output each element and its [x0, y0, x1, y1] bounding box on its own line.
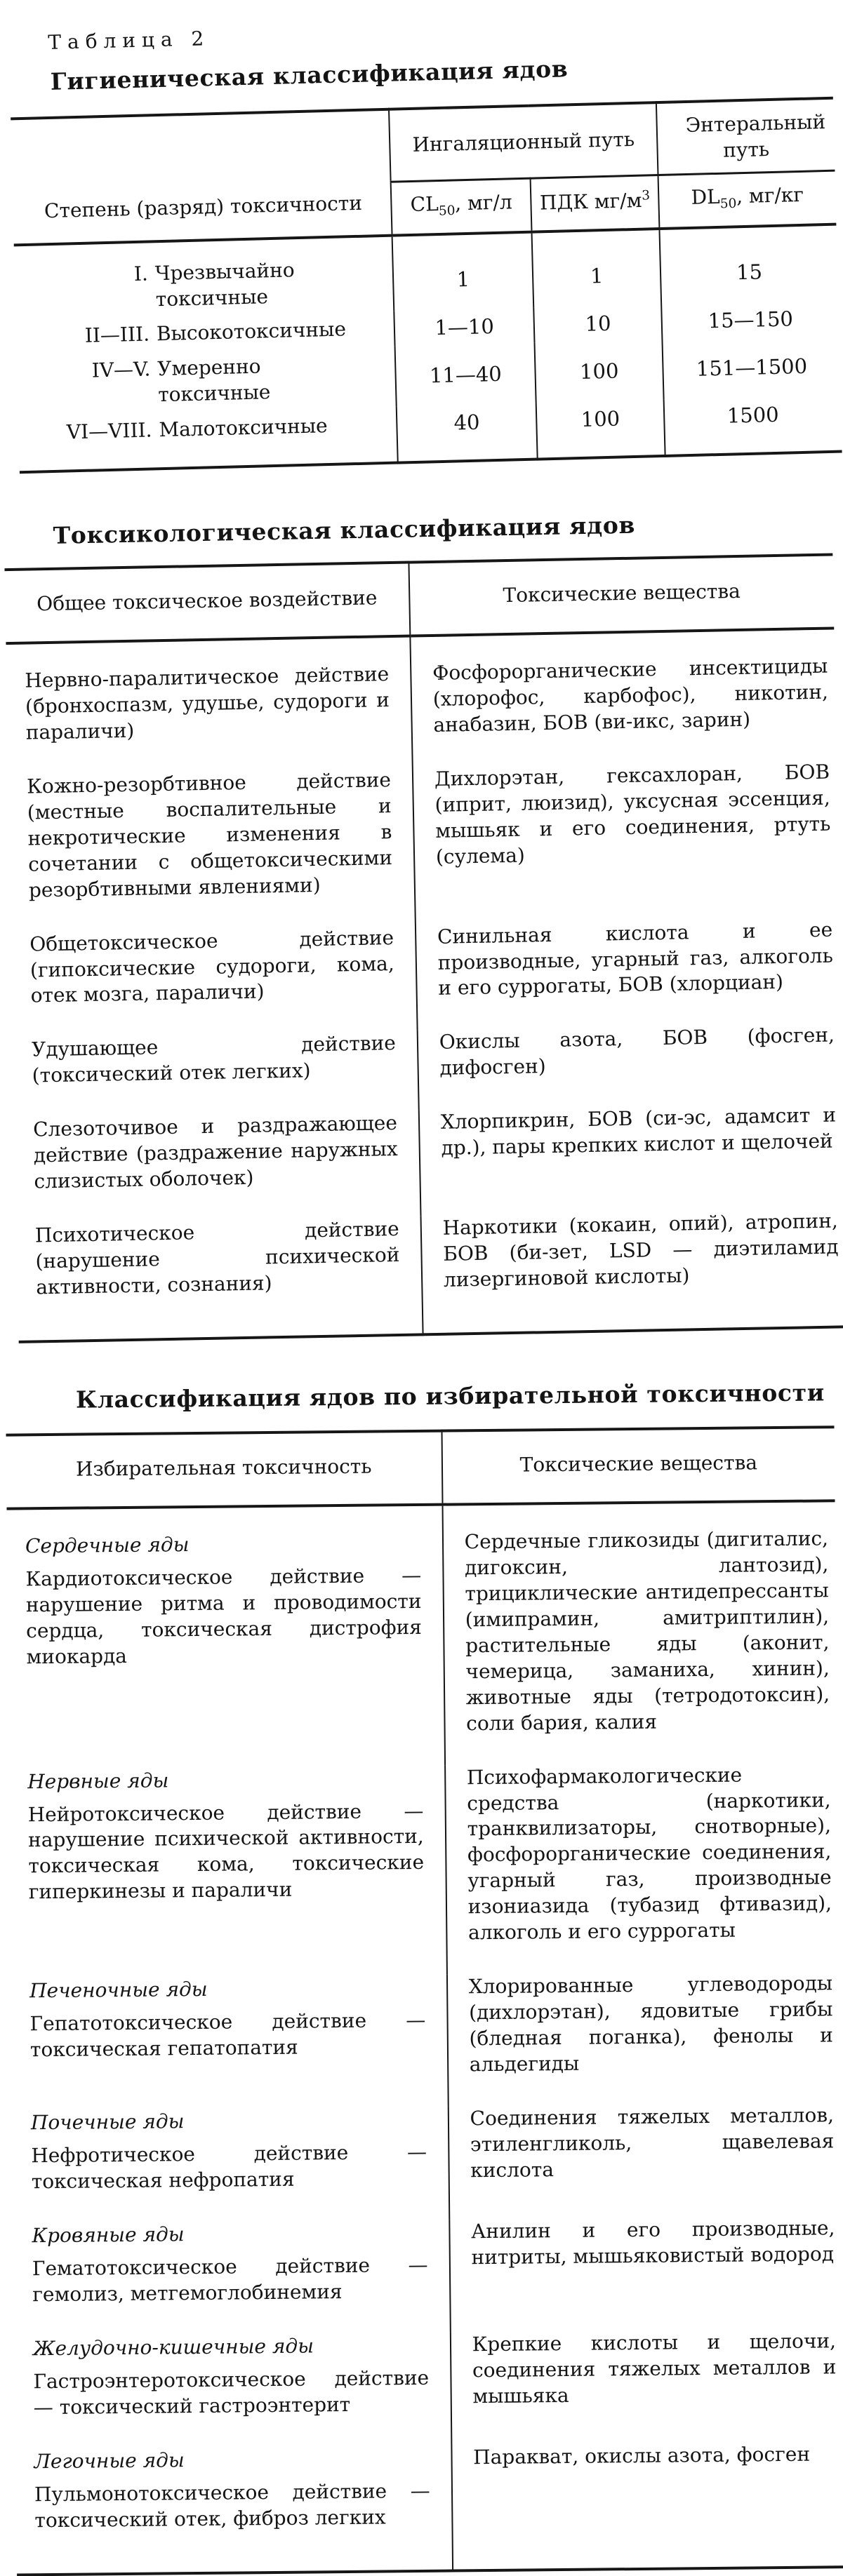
substances-cell: Паракват, окислы азота, фосген [473, 2442, 811, 2469]
class-name: Умеренно токсичные [157, 354, 271, 407]
effect-cell: Кожно-резорбтивное действие (местные воспалительные и некротические изменения в сочетании с общетоксическими резорбтивными явлениями) [8, 767, 416, 932]
substances-cell: Фосфорорганические инсектициды (хлорофос, карбофос), никотин, анабазин, БОВ (ви-икс, зарин) [432, 654, 829, 737]
effect-description: Кардиотоксическое действие — нарушение ритма и проводимости сердца, токсическая дистрофия миокарда [25, 1564, 423, 1669]
substances-cell: Хлорпикрин, БОВ (си-эс, адамсит и др.), пары крепких кислот и щелочей [440, 1103, 837, 1160]
cl50-units: , мг/л [454, 190, 513, 215]
column-header-toxic-substances: Токсические вещества [442, 1428, 835, 1505]
table-row [11, 917, 842, 1038]
selectivity-cell [7, 1505, 445, 1770]
column-header-cl50 [391, 178, 532, 236]
dl50-value: 151—1500 [696, 354, 808, 381]
poison-category: Почечные яды [30, 2109, 185, 2135]
substances-cell: Окислы азота, БОВ (фосген, дифосген) [439, 1024, 835, 1080]
poison-category: Сердечные яды [25, 1533, 190, 1558]
substances-cell: Соединения тяжелых металлов, этиленгликоль, щавелевая кислота [470, 2103, 835, 2182]
selectivity-cell [15, 2445, 452, 2575]
hygienic-classification-table [11, 97, 842, 474]
substances-cell: Наркотики (кокаин, опий), атропин, БОВ (би-зет, LSD — диэтиламид лизергиновой кислоты) [442, 1209, 839, 1292]
pdk-value: 100 [536, 400, 665, 459]
table-row [13, 2215, 842, 2336]
substances-cell: Сердечные гликозиды (дигиталис, дигоксин, лантозид), трициклические антидепрессанты (имипрамин, амитриптилин), растительные яды (аконит, чемерица, заманиха, хинин), животные яды (тетродотоксин), соли бария, калия [464, 1527, 830, 1736]
class-name: Чрезвычайно токсичные [154, 258, 296, 311]
column-header-degree: Степень (разряд) токсичности [11, 109, 392, 245]
dl50-subscript: 50 [719, 196, 737, 212]
effect-cell: Удушающее действие (токсический отек легких) [13, 1031, 419, 1118]
selectivity-cell [9, 1765, 447, 1979]
cl50-symbol: CL [410, 192, 439, 216]
substances-cell: Синильная кислота и ее производные, угарный газ, алкоголь и его суррогаты, БОВ (хлорциан) [437, 918, 834, 1000]
pdk-value: 1 [532, 229, 661, 307]
selective-section [3, 1379, 842, 2576]
table-row [6, 629, 836, 774]
table-row [9, 1762, 839, 1979]
column-header-inhalation: Ингаляционный путь [389, 102, 658, 182]
class-name: Малотоксичные [159, 413, 328, 441]
class-range: VI—VIII. [66, 418, 152, 444]
pdk-value: 100 [535, 340, 664, 403]
column-header-dl50 [658, 170, 837, 229]
selectivity-cell [13, 2220, 450, 2337]
column-header-toxic-substances: Токсические вещества [409, 555, 834, 636]
cl50-value: 1 [392, 232, 534, 311]
table-row [7, 1501, 838, 1769]
effect-description: Гастроэнтеротоксическое действие — токсический гастроэнтерит [33, 2366, 430, 2420]
hygienic-table-title: Гигиеническая классификация ядов [50, 55, 569, 95]
substances-cell: Дихлорэтан, гексахлоран, БОВ (иприт, люизид), уксусная эссенция, мышьяк и его соединения, ртуть (сулема) [434, 760, 831, 868]
cl50-value: 1—10 [394, 307, 534, 346]
effect-description: Нефротическое действие — токсическая нефропатия [31, 2140, 427, 2194]
effect-cell: Слезоточивое и раздражающее действие (раздражение наружных слизистых оболочек) [15, 1111, 420, 1223]
table-row [15, 2441, 843, 2575]
class-range: I. [133, 262, 149, 286]
poison-category: Кровяные яды [32, 2222, 185, 2248]
dl50-value: 15—150 [708, 307, 794, 333]
substances-cell: Психофармакологические средства (наркотики, транквилизаторы, снотворные), фосфорорганические соединения, угарный газ, производные изониазида (тубазид фтивазид), алкоголь и его суррогаты [466, 1763, 832, 1945]
selectivity-cell [11, 1975, 448, 2111]
degree-cell [14, 236, 394, 321]
poison-category: Печеночные яды [29, 1978, 208, 2003]
degree-cell [17, 347, 397, 417]
table-row [17, 1209, 843, 1342]
poison-category: Желудочно-кишечные яды [32, 2334, 314, 2361]
substances-cell: Анилин и его производные, нитриты, мышьяковистый водород [470, 2216, 835, 2269]
effect-cell: Общетоксическое действие (гипоксические судороги, кома, отек мозга, параличи) [11, 925, 417, 1038]
dl50-units: , мг/кг [736, 182, 804, 208]
table-row [11, 1971, 841, 2111]
dl50-value: 15 [736, 260, 763, 284]
selectivity-cell [15, 2333, 451, 2450]
pdk-symbol: ПДК мг/м [539, 188, 642, 215]
column-header-enteral: Энтеральный путь [656, 98, 835, 175]
selective-table-title: Классификация ядов по избирательной токсичности [75, 1378, 825, 1414]
column-header-general-effect: Общее токсическое воздействие [5, 563, 411, 643]
pdk-value: 10 [534, 304, 663, 343]
class-range: II—III. [84, 322, 150, 348]
table-row [15, 1103, 843, 1223]
effect-cell: Нервно-паралитическое действие (бронхоспазм, удушье, судороги и параличи) [6, 636, 412, 774]
effect-description: Пульмонотоксическое действие — токсический отек, фиброз легких [34, 2478, 430, 2533]
hygienic-section [3, 11, 842, 474]
selectivity-cell [13, 2107, 449, 2224]
cl50-value: 11—40 [395, 343, 536, 407]
effect-description: Гепатотоксическое действие — токсическая гепатопатия [29, 2008, 426, 2062]
cl50-value: 40 [397, 403, 538, 463]
class-name: Высокотоксичные [156, 317, 347, 346]
class-range: IV—V. [91, 357, 151, 382]
toxicological-section [1, 508, 843, 1343]
table-row [13, 1023, 843, 1118]
dl50-value: 1500 [726, 402, 780, 428]
toxicological-classification-table [4, 554, 843, 1344]
substances-cell: Крепкие кислоты и щелочи, соединения тяжелых металлов и мышьяка [472, 2329, 837, 2408]
poison-category: Легочные яды [34, 2448, 185, 2474]
table-number-label: Таблица 2 [48, 27, 211, 54]
cl50-subscript: 50 [438, 203, 456, 219]
column-header-pdk [531, 175, 660, 232]
effect-description: Гематотоксическое действие — гемолиз, метгемоглобинемия [32, 2253, 428, 2307]
column-header-selective-toxicity: Избирательная токсичность [6, 1431, 443, 1509]
pdk-superscript: 3 [641, 188, 651, 203]
substances-cell: Хлорированные углеводороды (дихлорэтан), ядовитые грибы (бледная поганка), фенолы и альдегиды [468, 1971, 833, 2077]
effect-cell: Психотическое действие (нарушение психической активности, сознания) [17, 1216, 423, 1342]
toxicological-table-title: Токсикологическая классификация ядов [53, 511, 636, 550]
table-row [13, 2103, 842, 2224]
poison-category: Нервные яды [27, 1769, 169, 1794]
effect-description: Нейротоксическое действие — нарушение психической активности, токсическая кома, токсические гиперкинезы и параличи [27, 1799, 425, 1904]
table-row [8, 759, 839, 932]
selective-toxicity-table [6, 1426, 843, 2576]
dl50-symbol: DL [691, 185, 721, 209]
degree-cell [18, 407, 398, 473]
table-row [15, 2328, 843, 2449]
